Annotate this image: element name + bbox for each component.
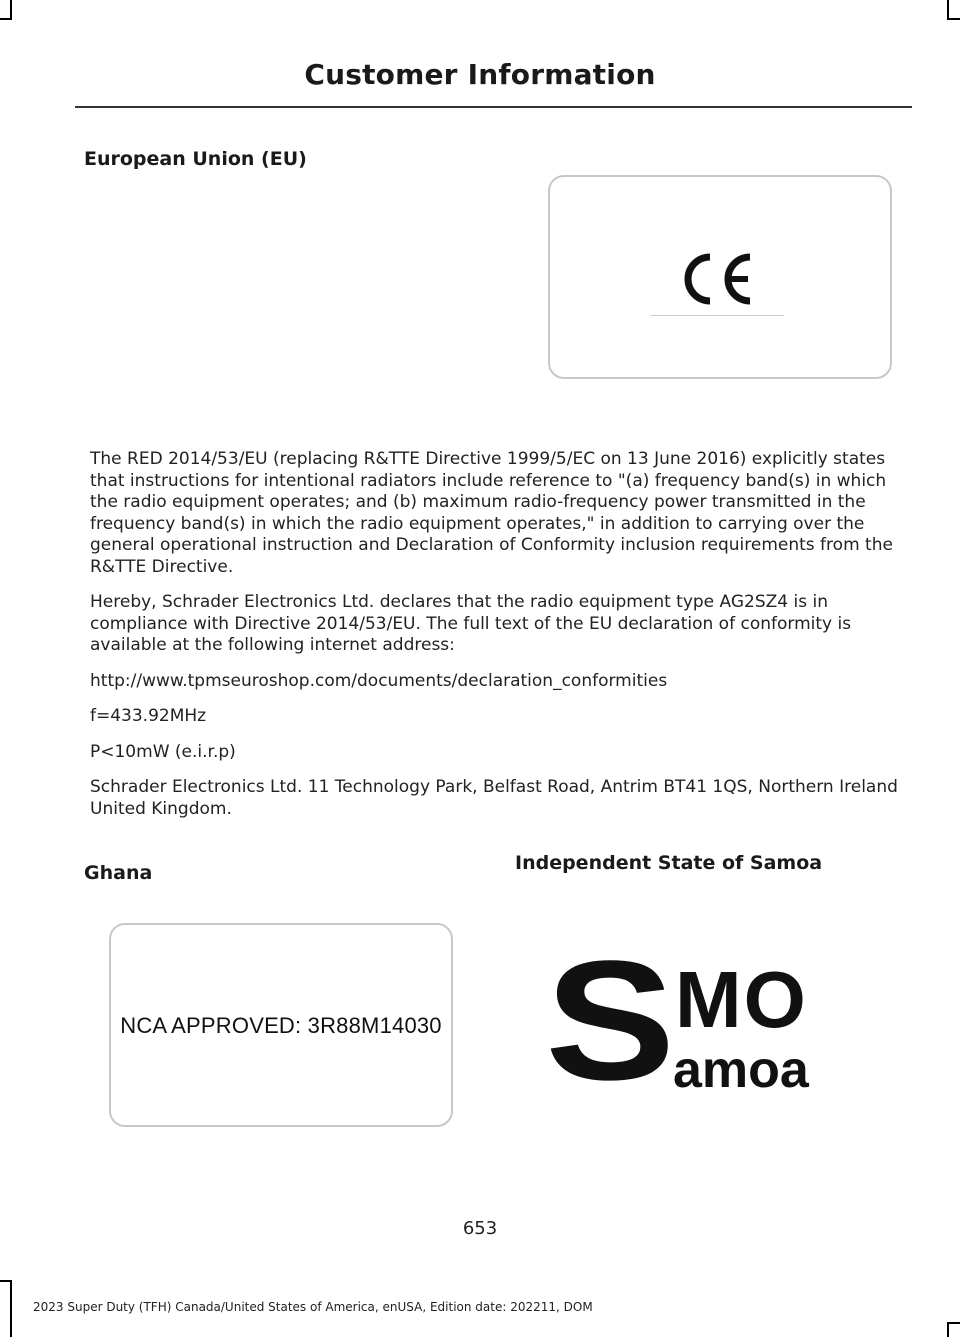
page-title: Customer Information — [304, 58, 656, 91]
samoa-logo-amoa: amoa — [673, 1041, 809, 1099]
eu-address: Schrader Electronics Ltd. 11 Technology Park, Belfast Road, Antrim BT41 1QS, Northern Ireland United Kingdom. — [90, 777, 898, 819]
eu-power: P<10mW (e.i.r.p) — [90, 741, 236, 762]
crop-mark — [947, 1322, 960, 1324]
crop-mark — [0, 18, 12, 20]
header-rule — [75, 106, 912, 108]
edition-info: 2023 Super Duty (TFH) Canada/United States of America, enUSA, Edition date: 202211, DOM — [33, 1300, 593, 1314]
eu-body — [90, 449, 902, 834]
eu-frequency: f=433.92MHz — [90, 706, 207, 726]
ce-mark-icon — [680, 249, 760, 309]
ghana-figure — [109, 923, 453, 1127]
page-number: 653 — [462, 1218, 498, 1239]
samoa-logo-mo: MO — [675, 955, 808, 1044]
eu-paragraph: The RED 2014/53/EU (replacing R&TTE Directive 1999/5/EC on 13 June 2016) explicitly states that instructions for intentional radiators include reference to "(a) frequency band(s) in which the radio equipment operates; and (b) maximum radio-frequency power transmitted in the frequency band(s) in which the radio equipment operates," in addition to carrying over the general operational instruction and Declaration of Conformity inclusion requirements from the R&TTE Directive. — [90, 449, 893, 577]
samoa-logo — [545, 926, 865, 1116]
nca-approval-label: NCA APPROVED: 3R88M14030 — [120, 1013, 442, 1038]
crop-mark — [10, 1280, 12, 1337]
samoa-logo-s: S — [545, 926, 676, 1116]
samoa-heading: Independent State of Samoa — [515, 852, 823, 874]
crop-mark — [947, 18, 960, 20]
crop-mark — [10, 0, 12, 20]
eu-heading: European Union (EU) — [84, 148, 307, 170]
ce-underline — [650, 315, 784, 316]
ce-mark-figure — [548, 175, 892, 379]
ghana-heading: Ghana — [84, 862, 153, 884]
eu-paragraph: Hereby, Schrader Electronics Ltd. declares that the radio equipment type AG2SZ4 is in compliance with Directive 2014/53/EU. The full text of the EU declaration of conformity is available at the following internet address: — [90, 592, 852, 655]
crop-mark — [947, 0, 949, 20]
crop-mark — [0, 1280, 12, 1282]
crop-mark — [947, 1322, 949, 1337]
eu-link[interactable]: http://www.tpmseuroshop.com/documents/declaration_conformities — [90, 670, 668, 691]
